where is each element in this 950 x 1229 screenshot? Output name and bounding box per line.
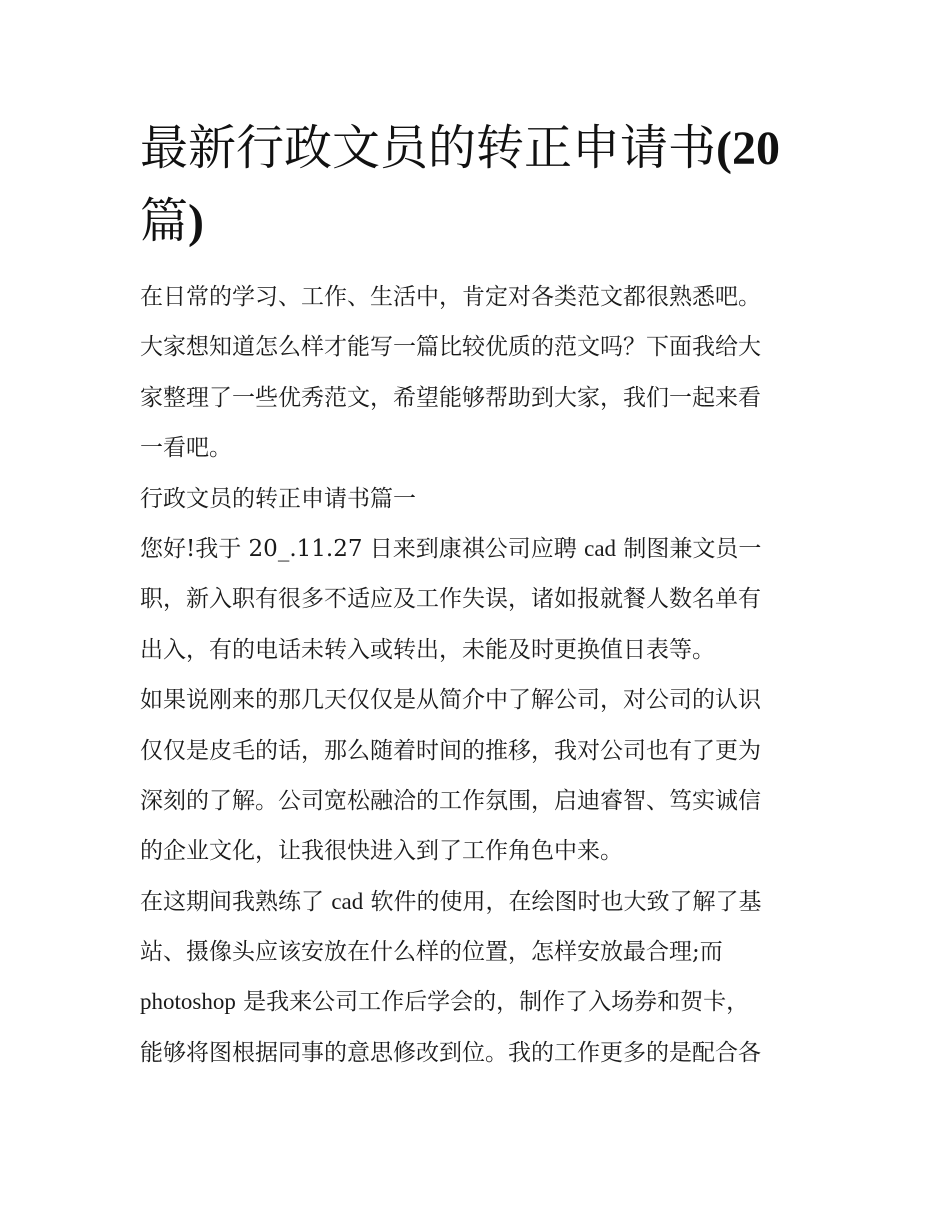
paragraph-line: 一看吧。 (140, 435, 232, 462)
text-run: 是我来公司工作后学会的，制作了入场券和贺卡， (235, 989, 750, 1016)
section-heading-text: 行政文员的转正申请书篇一 (140, 485, 416, 512)
document-body (140, 112, 812, 1078)
paragraph-line: 站、摄像头应该安放在什么样的位置，怎样安放最合理;而 (140, 939, 723, 966)
paragraph-line (140, 977, 812, 1027)
title-text-cjk: 最新行政文员的转正申请书 (140, 120, 717, 176)
paragraph-line (140, 877, 812, 927)
paragraph-line (140, 524, 812, 574)
title-text-cjk-2: 篇 (140, 193, 189, 249)
paragraph-line: 出入，有的电话未转入或转出，未能及时更换值日表等。 (140, 636, 715, 663)
paragraph-line: 在日常的学习、工作、生活中，肯定对各类范文都很熟悉吧。 (140, 284, 761, 310)
text-run-latin: cad (584, 535, 617, 561)
paragraph-line: 家整理了一些优秀范文，希望能够帮助到大家，我们一起来看 (140, 384, 761, 411)
title-line-2 (140, 185, 812, 258)
text-run-latin: cad (331, 888, 364, 914)
body-paragraph-3 (140, 877, 812, 1079)
document-title (140, 112, 812, 258)
intro-paragraph (140, 272, 812, 474)
text-run: 软件的使用，在绘图时也大致了解了基 (363, 888, 762, 915)
text-run: 您好!我于 20_.11.27 日来到康祺公司应聘 (140, 535, 585, 562)
title-text-latin: (20 (716, 122, 780, 175)
title-line-1 (140, 112, 812, 185)
paragraph-line: 职，新入职有很多不适应及工作失误，诸如报就餐人数名单有 (140, 586, 761, 613)
paragraph-line: 大家想知道怎么样才能写一篇比较优质的范文吗？下面我给大 (140, 334, 761, 361)
paragraph-line: 如果说刚来的那几天仅仅是从简介中了解公司，对公司的认识 (140, 687, 761, 714)
title-text-latin-2: ) (188, 195, 204, 248)
paragraph-line: 深刻的了解。公司宽松融洽的工作氛围，启迪睿智、笃实诚信 (140, 787, 761, 814)
body-paragraph-1 (140, 524, 812, 675)
paragraph-line: 能够将图根据同事的意思修改到位。我的工作更多的是配合各 (140, 1039, 761, 1066)
paragraph-line: 的企业文化，让我很快进入到了工作角色中来。 (140, 838, 623, 865)
text-run-latin: photoshop (140, 989, 236, 1015)
text-run: 在这期间我熟练了 (140, 888, 332, 915)
text-run: 制图兼文员一 (616, 535, 762, 562)
body-paragraph-2 (140, 675, 812, 877)
section-heading (140, 474, 812, 524)
paragraph-line: 仅仅是皮毛的话，那么随着时间的推移，我对公司也有了更为 (140, 737, 761, 764)
